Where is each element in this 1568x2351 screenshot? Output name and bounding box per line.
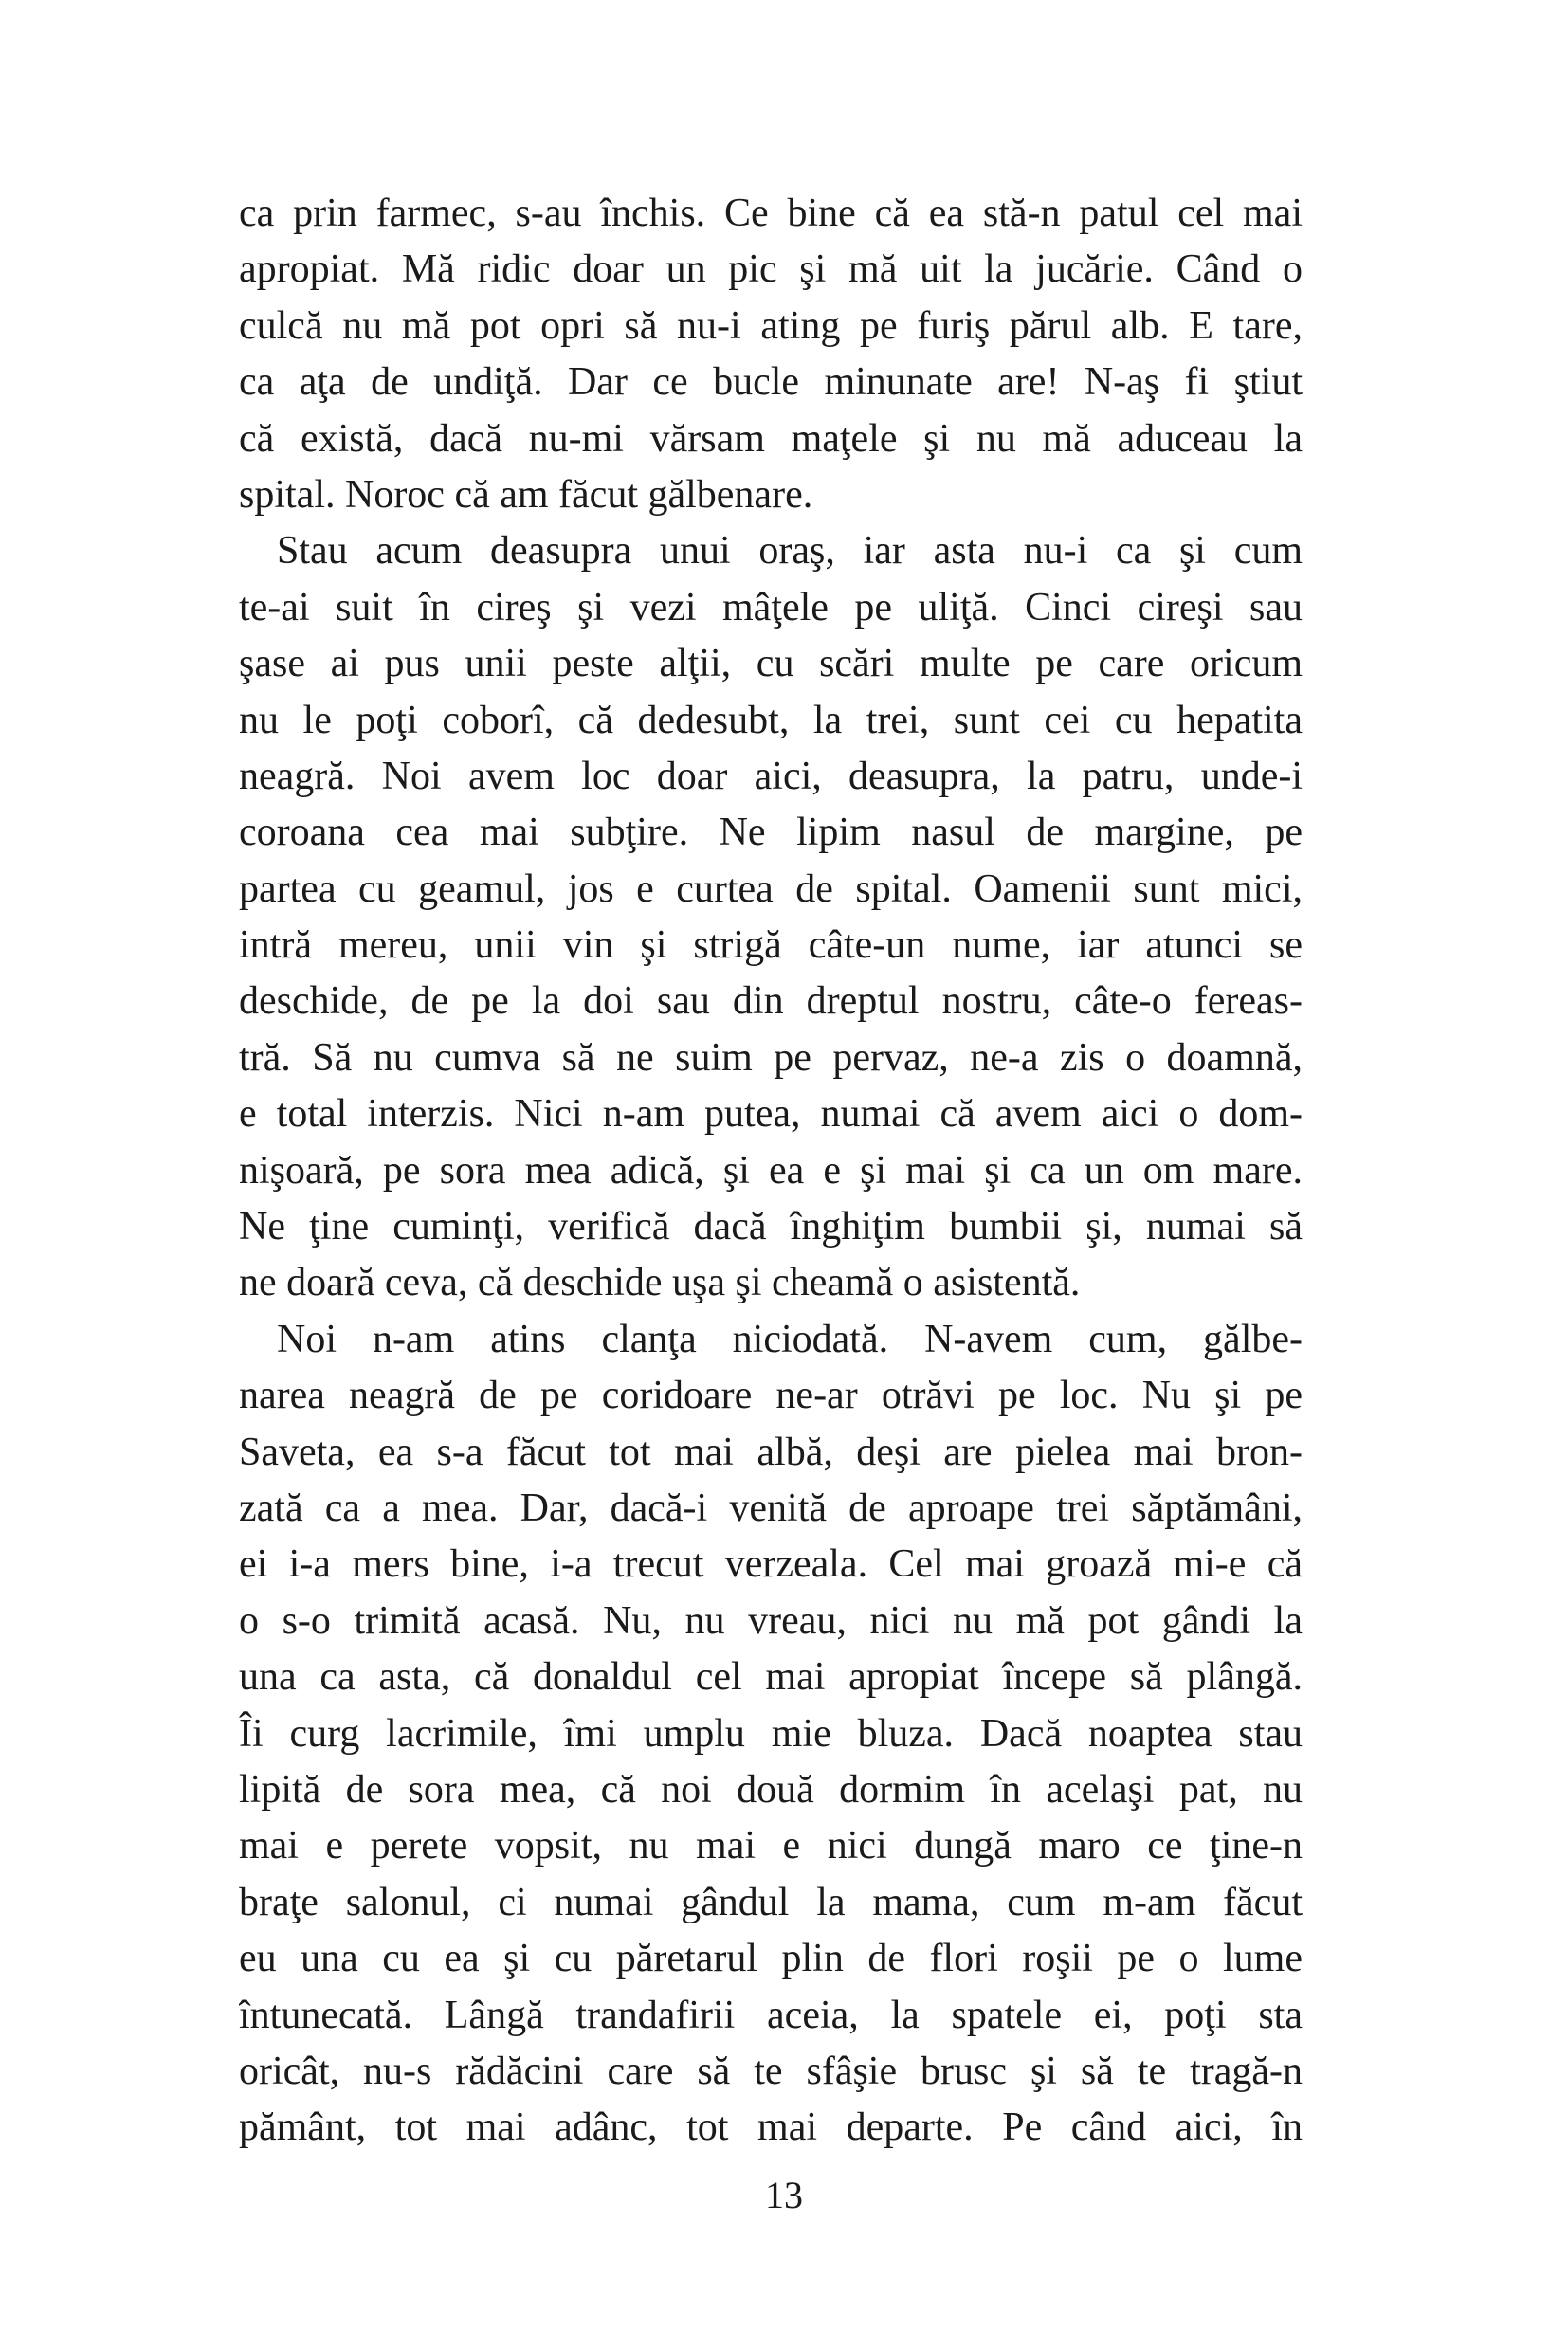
text-line: mai e perete vopsit, nu mai e nici dungă maro ce ţine-n [239, 1824, 1303, 1868]
text-line: eu una cu ea şi cu păretarul plin de flori roşii pe o lume [239, 1937, 1303, 1981]
text-line: narea neagră de pe coridoare ne-ar otrăvi pe loc. Nu şi pe [239, 1374, 1303, 1418]
text-line: şase ai pus unii peste alţii, cu scări multe pe care oricum [239, 642, 1303, 686]
text-line: tră. Să nu cumva să ne suim pe pervaz, ne-a zis o doamnă, [239, 1035, 1303, 1080]
text-line: neagră. Noi avem loc doar aici, deasupra, la patru, unde-i [239, 754, 1303, 798]
text-line: te-ai suit în cireş şi vezi mâţele pe uliţă. Cinci cireşi sau [239, 585, 1303, 629]
text-line: partea cu geamul, jos e curtea de spital. Oamenii sunt mici, [239, 866, 1303, 911]
text-line: intră mereu, unii vin şi strigă câte-un nume, iar atunci se [239, 923, 1303, 968]
text-line: ca aţa de undiţă. Dar ce bucle minunate are! N-aş fi ştiut [239, 360, 1303, 405]
text-line: e total interzis. Nici n-am putea, numai că avem aici o dom- [239, 1092, 1303, 1137]
text-line: apropiat. Mă ridic doar un pic şi mă uit la jucărie. Când o [239, 247, 1303, 292]
body-text [239, 186, 1303, 2157]
text-line: pământ, tot mai adânc, tot mai departe. Pe când aici, în [239, 2105, 1303, 2150]
text-line: nu le poţi coborî, că dedesubt, la trei, sunt cei cu hepatita [239, 698, 1303, 742]
text-line: lipită de sora mea, că noi două dormim în acelaşi pat, nu [239, 1767, 1303, 1812]
text-line: că există, dacă nu-mi vărsam maţele şi nu mă aduceau la [239, 416, 1303, 461]
text-line: ne doară ceva, că deschide uşa şi cheamă o asistentă. [239, 1261, 1081, 1305]
text-line: ei i-a mers bine, i-a trecut verzeala. Cel mai groază mi-e că [239, 1542, 1303, 1587]
text-line: Noi n-am atins clanţa niciodată. N-avem cum, gălbe- [277, 1317, 1303, 1361]
text-line: Saveta, ea s-a făcut tot mai albă, deşi are pielea mai bron- [239, 1430, 1303, 1474]
text-line: coroana cea mai subţire. Ne lipim nasul de margine, pe [239, 811, 1303, 855]
page-number: 13 [765, 2174, 803, 2216]
text-line: ca prin farmec, s-au închis. Ce bine că ea stă-n patul cel mai [239, 191, 1303, 235]
text-line: zată ca a mea. Dar, dacă-i venită de aproape trei săptămâni, [239, 1485, 1303, 1530]
text-line: culcă nu mă pot opri să nu-i ating pe furiş părul alb. E tare, [239, 303, 1303, 348]
text-line: o s-o trimită acasă. Nu, nu vreau, nici nu mă pot gândi la [239, 1598, 1303, 1643]
text-line: braţe salonul, ci numai gândul la mama, cum m-am făcut [239, 1880, 1303, 1924]
text-line: Îi curg lacrimile, îmi umplu mie bluza. Dacă noaptea stau [239, 1711, 1303, 1756]
text-line: întunecată. Lângă trandafirii aceia, la spatele ei, poţi sta [239, 1993, 1303, 2037]
paragraph [239, 1312, 1303, 2157]
text-line: Stau acum deasupra unui oraş, iar asta nu-i ca şi cum [277, 529, 1303, 574]
text-line: oricât, nu-s rădăcini care să te sfâşie brusc şi să te tragă-n [239, 2049, 1303, 2093]
text-line: una ca asta, că donaldul cel mai apropiat începe să plângă. [239, 1655, 1303, 1700]
text-line: spital. Noroc că am făcut gălbenare. [239, 472, 813, 517]
text-line: deschide, de pe la doi sau din dreptul nostru, câte-o fereas- [239, 979, 1303, 1024]
text-line: nişoară, pe sora mea adică, şi ea e şi mai şi ca un om mare. [239, 1148, 1303, 1193]
paragraph [239, 186, 1303, 523]
paragraph [239, 523, 1303, 1311]
text-line: Ne ţine cuminţi, verifică dacă înghiţim bumbii şi, numai să [239, 1205, 1303, 1249]
